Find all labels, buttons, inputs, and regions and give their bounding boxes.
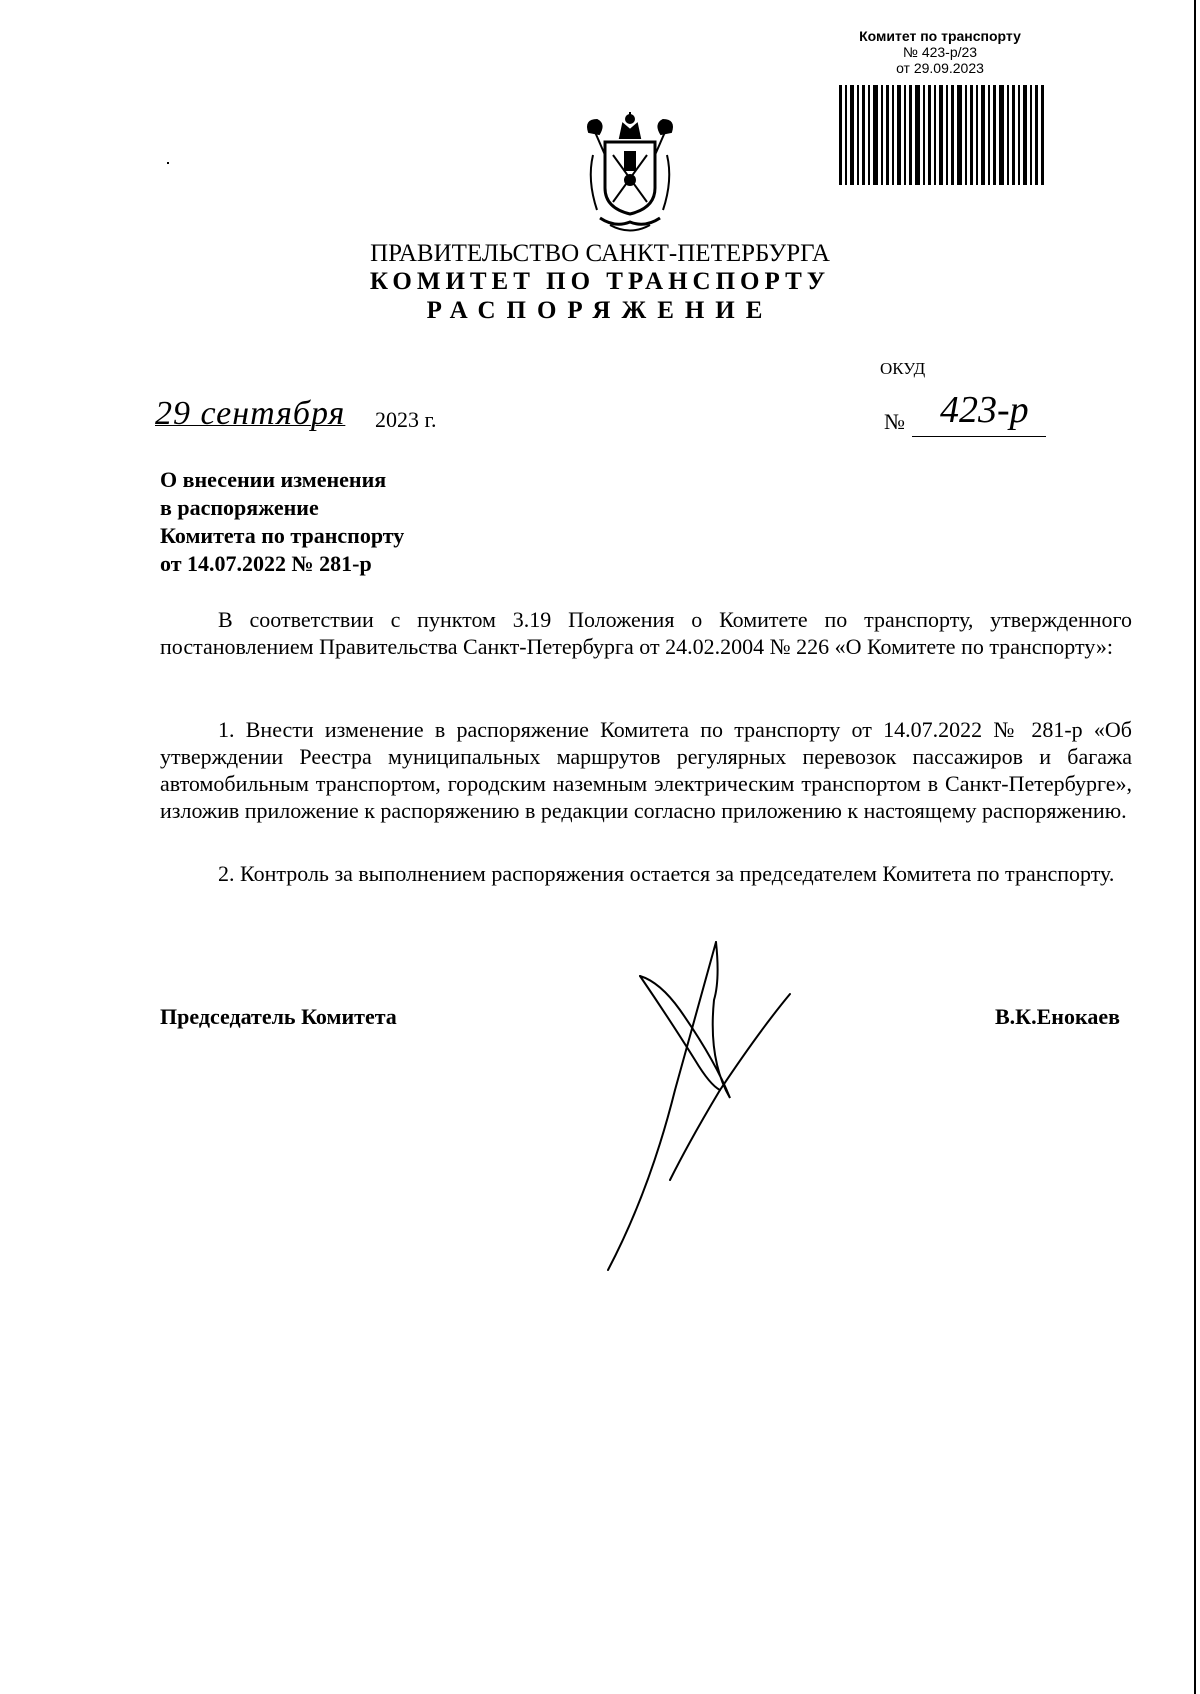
item-2-paragraph (160, 860, 1132, 887)
item-2-text: 2. Контроль за выполнением распоряжения остается за председателем Комитета по транспорту. (218, 861, 1115, 886)
number-label: № (884, 409, 905, 434)
scan-speck (167, 162, 169, 164)
signatory-position: Председатель Комитета (160, 1004, 397, 1029)
number-underline (912, 436, 1046, 437)
barcode (839, 85, 1044, 185)
registration-stamp (838, 28, 1042, 76)
committee-title: КОМИТЕТ ПО ТРАНСПОРТУ (369, 268, 831, 295)
scan-edge (1194, 0, 1196, 1694)
subject-line: в распоряжение (160, 495, 319, 520)
document-subject (160, 466, 404, 578)
government-title: ПРАВИТЕЛЬСТВО САНКТ-ПЕТЕРБУРГА (370, 240, 830, 267)
subject-line: О внесении изменения (160, 467, 387, 492)
handwritten-number: 423-р (940, 389, 1029, 431)
preamble-paragraph (160, 606, 1132, 660)
stamp-org: Комитет по транспорту (859, 28, 1021, 44)
handwritten-signature (600, 940, 860, 1290)
item-1-paragraph (160, 716, 1132, 824)
handwritten-date: 29 сентября (155, 395, 346, 432)
signatory-name: В.К.Енокаев (995, 1004, 1120, 1029)
date-year: 2023 г. (375, 407, 437, 432)
preamble-text: В соответствии с пунктом 3.19 Положения о Комитете по транспорту, утвержденного постановлением Правительства Санкт-Петербурга от 24.02.2004 № 226 «О Комитете по транспорту»: (160, 607, 1132, 659)
item-1-text: 1. Внести изменение в распоряжение Комитета по транспорту от 14.07.2022 № 281-р «Об утверждении Реестра муниципальных маршрутов регулярных перевозок пассажиров и багажа автомобильным транспортом, городским наземным электрическим транспортом в Санкт-Петербурге», изложив приложение к распоряжению в редакции согласно приложению к настоящему распоряжению. (160, 717, 1132, 823)
subject-line: от 14.07.2022 № 281-р (160, 551, 372, 576)
coat-of-arms-icon (575, 110, 685, 240)
stamp-date: от 29.09.2023 (896, 60, 984, 76)
subject-line: Комитета по транспорту (160, 523, 405, 548)
stamp-number: № 423-р/23 (902, 44, 978, 60)
okud-label: ОКУД (880, 359, 926, 378)
document-type: РАСПОРЯЖЕНИЕ (426, 297, 774, 324)
